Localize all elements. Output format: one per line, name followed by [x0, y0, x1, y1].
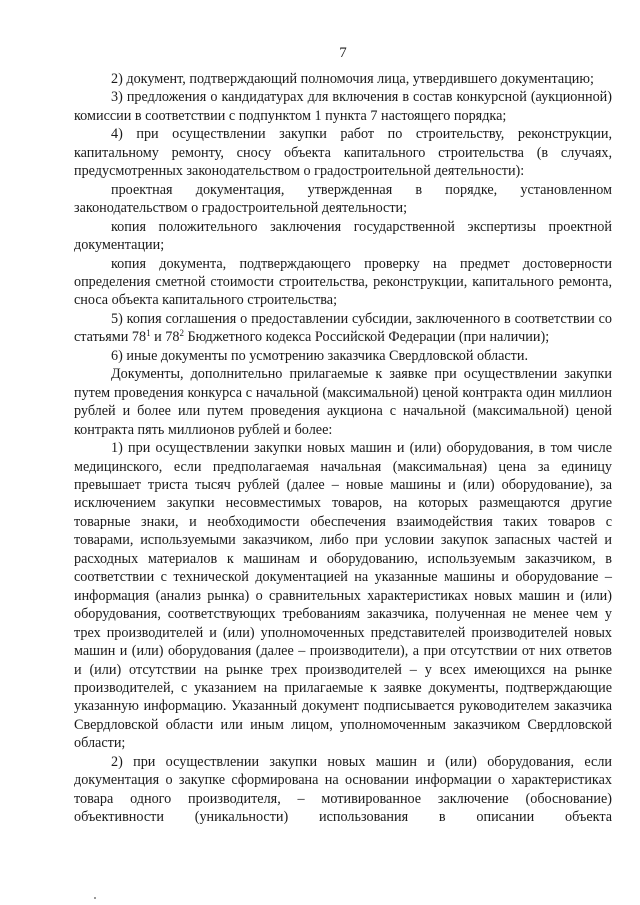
paragraph: 2) при осуществлении закупки новых машин и (или) оборудования, если документация о закупке сформирована на основании информации о характеристиках товара одного производителя, – мотивированное заключение (обоснование) объективности (уникальности) использования в описании объекта [74, 753, 612, 826]
paragraph: 4) при осуществлении закупки работ по строительству, реконструкции, капитальному ремонту, сносу объекта капитального строительства (в случаях, предусмотренных законодательством о градостроительной деятельности): [74, 126, 612, 180]
paragraph-text: 5) копия соглашения о предоставлении субсидии, заключенного в соответствии со статьями 78 [74, 310, 612, 346]
paragraph: копия документа, подтверждающего проверку на предмет достоверности определения сметной стоимости строительства, реконструкции, капитального ремонта, сноса объекта капитального строительства; [74, 255, 612, 309]
scan-speck [94, 897, 96, 899]
paragraph: копия положительного заключения государственной экспертизы проектной документации; [74, 218, 612, 254]
document-body [74, 70, 612, 827]
paragraph-text: Бюджетного кодекса Российской Федерации (при наличии); [183, 329, 550, 346]
superscript: 1 [146, 328, 151, 339]
paragraph: 3) предложения о кандидатурах для включения в состав конкурсной (аукционной) комиссии в соответствии с подпунктом 1 пункта 7 настоящего порядка; [74, 89, 612, 124]
paragraph-subsidy [74, 310, 612, 347]
paragraph-text: и 78 [150, 329, 180, 346]
paragraph: Документы, дополнительно прилагаемые к заявке при осуществлении закупки путем проведения конкурса с начальной (максимальной) ценой контракта один миллион рублей и более или путем проведения аукциона с начальной (максимальной) ценой контракта пять миллионов рублей и более: [74, 366, 612, 438]
page-number: 7 [339, 45, 347, 61]
paragraph: проектная документация, утвержденная в порядке, установленном законодательством о градостроительной деятельности; [74, 181, 612, 217]
superscript: 2 [179, 328, 184, 339]
paragraph: 6) иные документы по усмотрению заказчика Свердловской области. [111, 347, 528, 364]
paragraph: 2) документ, подтверждающий полномочия лица, утвердившего документацию; [111, 71, 594, 87]
paragraph: 1) при осуществлении закупки новых машин и (или) оборудования, в том числе медицинского, если предполагаемая начальная (максимальная) цена за единицу превышает триста тысяч рублей (далее – новые машины и (или) оборудование), за исключением закупки несовместимых товаров, на которых размещаются другие товарные знаки, и необходимости обеспечения взаимодействия таких товаров с товарами, используемыми заказчиком, либо при условии закупок запасных частей и расходных материалов к машинам и оборудованию, используемым заказчиком, в соответствии с технической документацией на указанные машины и оборудование – информация (анализ рынка) о сравнительных характеристиках новых машин и (или) оборудования, соответствующих требованиям заказчика, полученная не менее чем у трех производителей и (или) уполномоченных представителей производителей новых машин и (или) оборудования (далее – производители), а при отсутствии от них ответов и (или) отсутствии на рынке трех производителей – у всех имеющихся на рынке производителей, с указанием на прилагаемые к заявке документы, подтверждающие указанную информацию. Указанный документ подписывается руководителем заказчика Свердловской области или иным лицом, уполномоченным заказчиком Свердловской области; [74, 440, 612, 752]
